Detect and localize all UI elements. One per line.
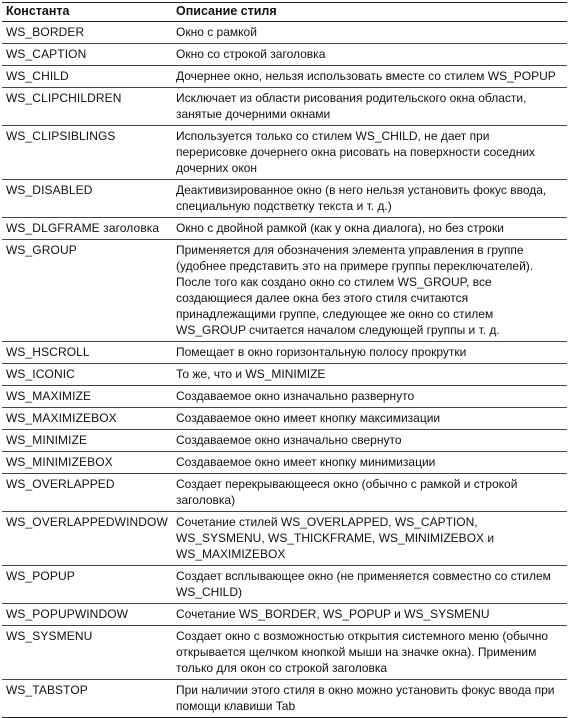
table-row: [2, 180, 567, 218]
constant-cell: WS_DISABLED: [2, 180, 172, 218]
description-cell: Создает перекрывающееся окно (обычно с рамкой и строкой заголовка): [172, 474, 567, 512]
table-row: [2, 512, 567, 566]
description-cell: Сочетание стилей WS_OVERLAPPED, WS_CAPTION, WS_SYSMENU, WS_THICKFRAME, WS_MINIMIZEBOX и WS_MAXIMIZEBOX: [172, 512, 567, 566]
constant-cell: WS_BORDER: [2, 22, 172, 44]
document-page: [2, 0, 567, 718]
description-cell: Создаваемое окно изначально развернуто: [172, 386, 567, 408]
constant-cell: WS_SYSMENU: [2, 626, 172, 680]
constant-cell: WS_MAXIMIZE: [2, 386, 172, 408]
description-cell: Сочетание WS_BORDER, WS_POPUP и WS_SYSMENU: [172, 604, 567, 626]
constant-cell: WS_GROUP: [2, 240, 172, 342]
table-row: [2, 342, 567, 364]
description-cell: При наличии этого стиля в окно можно установить фокус ввода при помощи клавиши Tab: [172, 680, 567, 718]
table-row: [2, 88, 567, 126]
header-constant: Константа: [2, 3, 172, 22]
constant-cell: WS_ICONIC: [2, 364, 172, 386]
description-cell: Окно с двойной рамкой (как у окна диалога), но без строки: [172, 218, 567, 240]
header-description: Описание стиля: [172, 3, 567, 22]
table-row: [2, 44, 567, 66]
description-cell: Помещает в окно горизонтальную полосу прокрутки: [172, 342, 567, 364]
constant-cell: WS_CHILD: [2, 66, 172, 88]
table-row: [2, 126, 567, 180]
constant-cell: WS_CAPTION: [2, 44, 172, 66]
header-row: [2, 3, 567, 22]
table-row: [2, 680, 567, 718]
description-cell: То же, что и WS_MINIMIZE: [172, 364, 567, 386]
description-cell: Создаваемое окно имеет кнопку максимизации: [172, 408, 567, 430]
table-row: [2, 566, 567, 604]
table-row: [2, 66, 567, 88]
description-cell: Создаваемое окно изначально свернуто: [172, 430, 567, 452]
constant-cell: WS_OVERLAPPEDWINDOW: [2, 512, 172, 566]
constant-cell: WS_DLGFRAME заголовка: [2, 218, 172, 240]
window-styles-table: [2, 2, 567, 718]
table-row: [2, 474, 567, 512]
constant-cell: WS_OVERLAPPED: [2, 474, 172, 512]
table-row: [2, 408, 567, 430]
description-cell: Деактивизированное окно (в него нельзя установить фокус ввода, специальную подстветку текста и т. д.): [172, 180, 567, 218]
description-cell: Применяется для обозначения элемента управления в группе (удобнее представить это на примере группы переключателей). После того как создано окно со стилем WS_GROUP, все создающиеся далее окна без этого стиля считаются принадлежащими группе, следующее же окно со стилем WS_GROUP считается началом следующей группы и т. д.: [172, 240, 567, 342]
table-row: [2, 364, 567, 386]
table-row: [2, 240, 567, 342]
description-cell: Создает всплывающее окно (не применяется совместно со стилем WS_CHILD): [172, 566, 567, 604]
constant-cell: WS_MINIMIZE: [2, 430, 172, 452]
description-cell: Исключает из области рисования родительского окна области, занятые дочерними окнами: [172, 88, 567, 126]
constant-cell: WS_CLIPSIBLINGS: [2, 126, 172, 180]
description-cell: Окно с рамкой: [172, 22, 567, 44]
table-row: [2, 604, 567, 626]
constant-cell: WS_TABSTOP: [2, 680, 172, 718]
constant-cell: WS_POPUPWINDOW: [2, 604, 172, 626]
constant-cell: WS_MINIMIZEBOX: [2, 452, 172, 474]
table-row: [2, 218, 567, 240]
table-header: [2, 3, 567, 22]
table-row: [2, 386, 567, 408]
description-cell: Создаваемое окно имеет кнопку минимизации: [172, 452, 567, 474]
table-row: [2, 626, 567, 680]
description-cell: Окно со строкой заголовка: [172, 44, 567, 66]
description-cell: Используется только со стилем WS_CHILD, не дает при перерисовке дочернего окна рисовать на поверхности соседних дочерних окон: [172, 126, 567, 180]
table-row: [2, 452, 567, 474]
table-row: [2, 430, 567, 452]
constant-cell: WS_HSCROLL: [2, 342, 172, 364]
table-body: [2, 22, 567, 718]
constant-cell: WS_CLIPCHILDREN: [2, 88, 172, 126]
description-cell: Создает окно с возможностью открытия системного меню (обычно открывается щелчком кнопкой мыши на значке окна). Применим только для окон со строкой заголовка: [172, 626, 567, 680]
constant-cell: WS_POPUP: [2, 566, 172, 604]
constant-cell: WS_MAXIMIZEBOX: [2, 408, 172, 430]
description-cell: Дочернее окно, нельзя использовать вместе со стилем WS_POPUP: [172, 66, 567, 88]
table-row: [2, 22, 567, 44]
